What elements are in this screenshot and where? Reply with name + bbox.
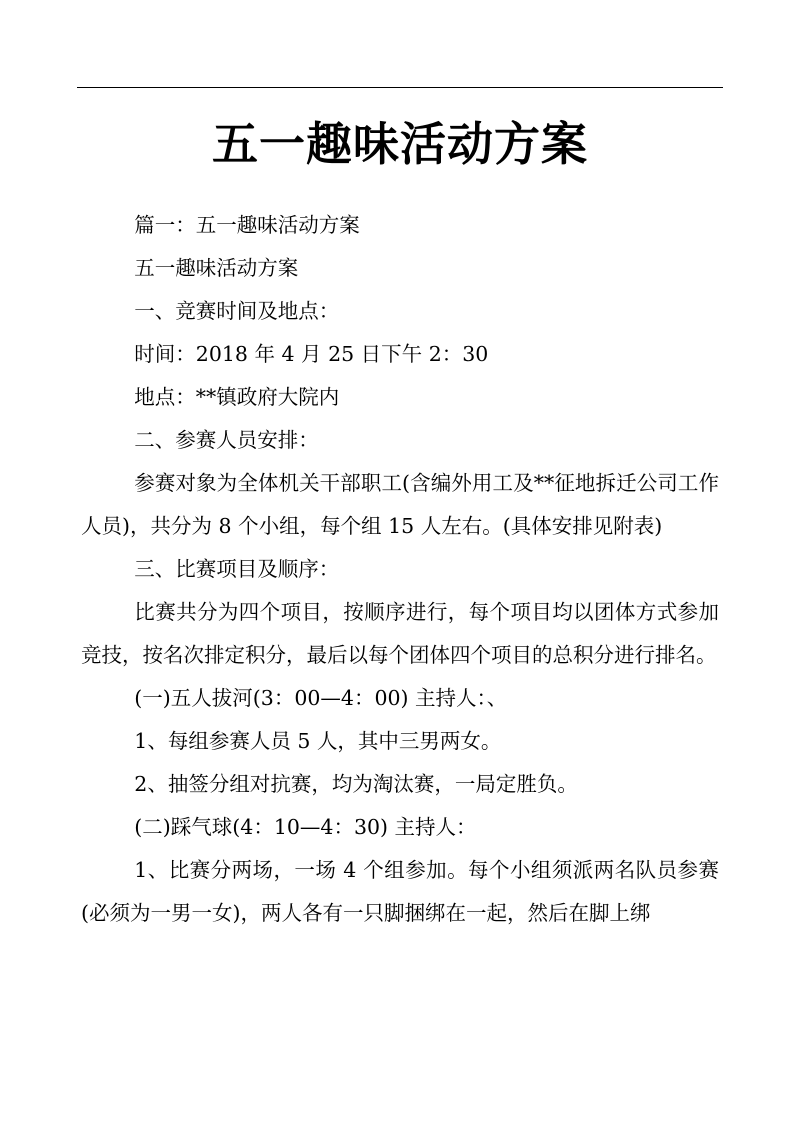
heading-time-location: 一、竞赛时间及地点： — [134, 299, 340, 323]
rule-tug-of-war-1: 1、每组参赛人员 5 人，其中三男两女。 — [134, 729, 502, 753]
paragraph-location: 地点：**镇政府大院内 — [134, 385, 340, 409]
paragraph-subtitle: 五一趣味活动方案 — [134, 256, 299, 280]
heading-tug-of-war: (一)五人拔河(3：00—4：00) 主持人：、 — [134, 686, 508, 710]
paragraph-section-label: 篇一：五一趣味活动方案 — [134, 213, 360, 237]
heading-balloon-stomp: (二)踩气球(4：10—4：30) 主持人： — [134, 815, 477, 839]
document-body — [81, 204, 719, 935]
paragraph-participants: 参赛对象为全体机关干部职工(含编外用工及**征地拆迁公司工作人员)，共分为 8 个小组，每个组 15 人左右。(具体安排见附表) — [81, 471, 719, 538]
paragraph-events: 比赛共分为四个项目，按顺序进行，每个项目均以团体方式参加竞技，按名次排定积分，最后以每个团体四个项目的总积分进行排名。 — [81, 600, 719, 667]
heading-participants: 二、参赛人员安排： — [134, 428, 319, 452]
header-rule — [77, 87, 723, 88]
heading-events: 三、比赛项目及顺序： — [134, 557, 340, 581]
rule-tug-of-war-2: 2、抽签分组对抗赛，均为淘汰赛，一局定胜负。 — [134, 772, 578, 796]
document-title: 五一趣味活动方案 — [212, 117, 588, 171]
rule-balloon-stomp-1: 1、比赛分两场，一场 4 个组参加。每个小组须派两名队员参赛(必须为一男一女)，两人各有一只脚捆绑在一起，然后在脚上绑 — [81, 858, 719, 925]
paragraph-time: 时间：2018 年 4 月 25 日下午 2：30 — [134, 342, 489, 366]
